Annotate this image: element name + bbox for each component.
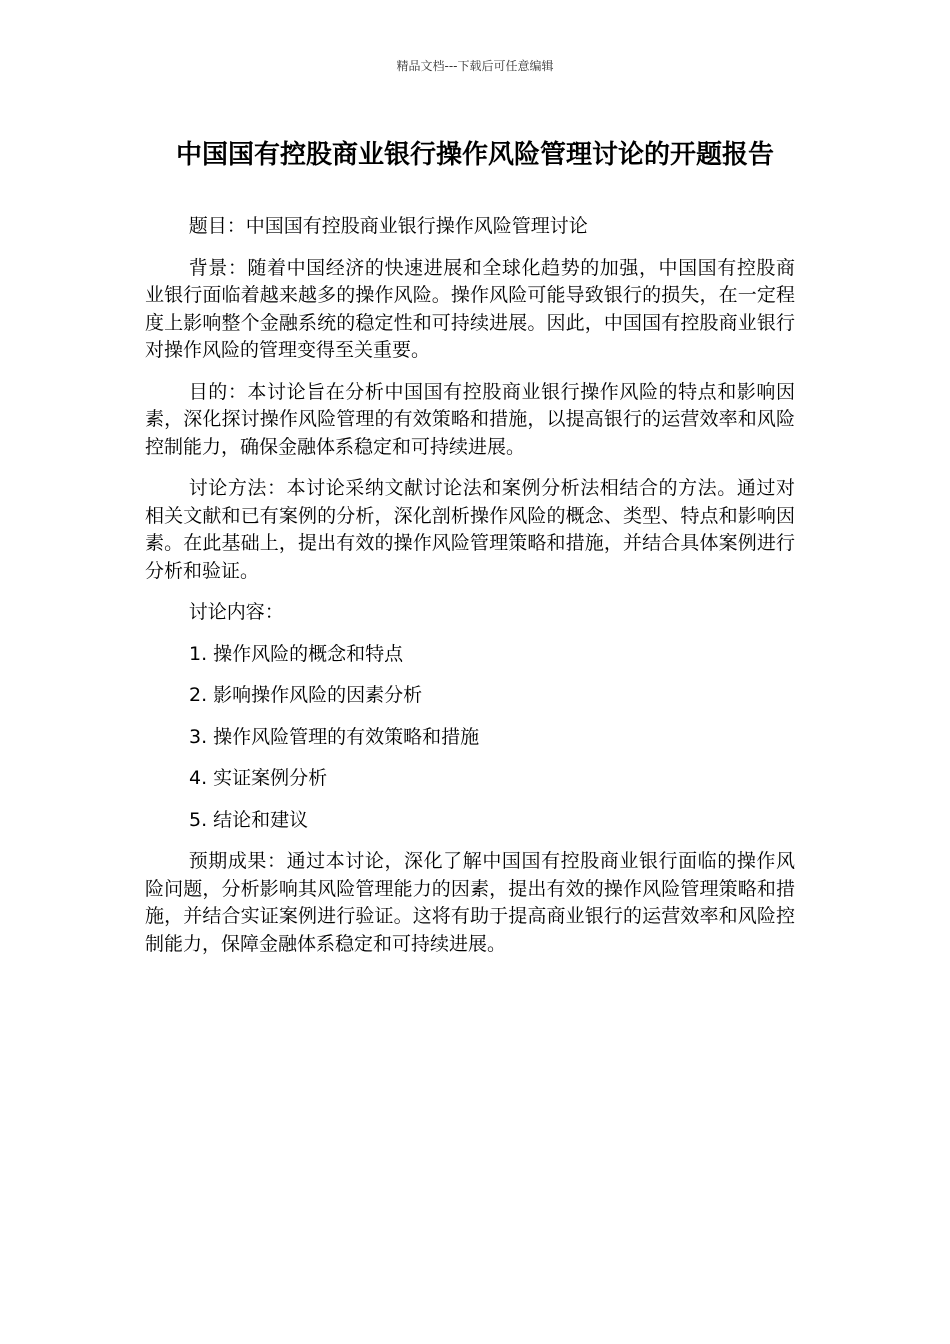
list-item: 3. 操作风险管理的有效策略和措施 xyxy=(189,725,480,748)
document-title: 中国国有控股商业银行操作风险管理讨论的开题报告 xyxy=(175,140,774,170)
content-heading: 讨论内容： xyxy=(188,601,284,623)
method-paragraph: 讨论方法：本讨论采纳文献讨论法和案例分析法相结合的方法。通过对相关文献和已有案例的分析，深化剖析操作风险的概念、类型、特点和影响因素。在此基础上，提出有效的操作风险管理策略和措施，并结合具体案例进行分析和验证。 xyxy=(145,477,795,582)
document-body xyxy=(145,213,795,972)
topic-paragraph: 题目：中国国有控股商业银行操作风险管理讨论 xyxy=(188,215,588,237)
content-list xyxy=(145,641,795,835)
background-paragraph: 背景：随着中国经济的快速进展和全球化趋势的加强，中国国有控股商业银行面临着越来越多的操作风险。操作风险可能导致银行的损失，在一定程度上影响整个金融系统的稳定性和可持续进展。因此，中国国有控股商业银行对操作风险的管理变得至关重要。 xyxy=(145,256,795,361)
list-item: 5. 结论和建议 xyxy=(189,808,309,831)
page-header: 精品文档---下载后可任意编辑 xyxy=(396,59,554,73)
list-item: 4. 实证案例分析 xyxy=(189,767,328,789)
list-item: 2. 影响操作风险的因素分析 xyxy=(189,684,423,706)
expected-results-paragraph: 预期成果：通过本讨论，深化了解中国国有控股商业银行面临的操作风险问题，分析影响其风险管理能力的因素，提出有效的操作风险管理策略和措施，并结合实证案例进行验证。这将有助于提高商业银行的运营效率和风险控制能力，保障金融体系稳定和可持续进展。 xyxy=(145,850,795,955)
list-item: 1. 操作风险的概念和特点 xyxy=(189,642,404,665)
purpose-paragraph: 目的：本讨论旨在分析中国国有控股商业银行操作风险的特点和影响因素，深化探讨操作风险管理的有效策略和措施，以提高银行的运营效率和风险控制能力，确保金融体系稳定和可持续进展。 xyxy=(145,380,795,458)
